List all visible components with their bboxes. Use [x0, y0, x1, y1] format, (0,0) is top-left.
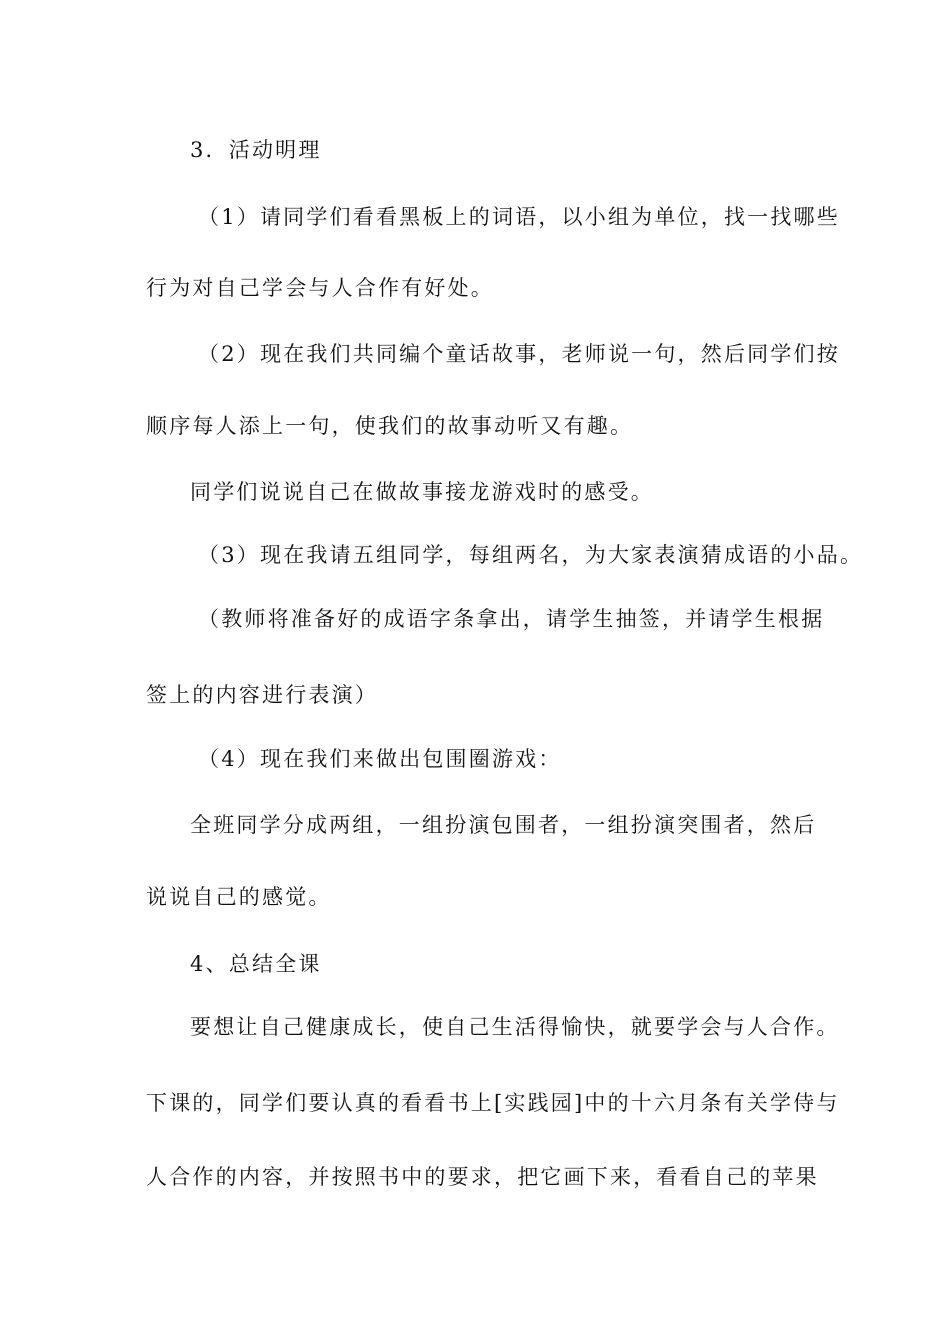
paragraph-line: （教师将准备好的成语字条拿出，请学生抽签，并请学生根据 — [198, 607, 825, 631]
paragraph-line: 要想让自己健康成长，使自己生活得愉快，就要学会与人合作。 — [190, 1015, 840, 1039]
paragraph-line: （3）现在我请五组同学，每组两名，为大家表演猜成语的小品。 — [198, 543, 864, 567]
paragraph-line: （2）现在我们共同编个童话故事，老师说一句，然后同学们按 — [198, 342, 840, 366]
paragraph-line: 签上的内容进行表演） — [146, 683, 378, 707]
paragraph-line: 人合作的内容，并按照书中的要求，把它画下来，看看自己的苹果 — [146, 1165, 819, 1189]
paragraph-line: （4）现在我们来做出包围圈游戏： — [198, 747, 562, 771]
paragraph-line: 行为对自己学会与人合作有好处。 — [146, 276, 494, 300]
paragraph-line: 同学们说说自己在做故事接龙游戏时的感受。 — [190, 480, 654, 504]
paragraph-line: 下课的，同学们要认真的看看书上[实践园]中的十六月条有关学侍与 — [146, 1091, 840, 1115]
paragraph-line: （1）请同学们看看黑板上的词语，以小组为单位，找一找哪些 — [198, 205, 840, 229]
paragraph-line: 顺序每人添上一句，使我们的故事动听又有趣。 — [146, 414, 634, 438]
section-heading-summary: 4、总结全课 — [190, 952, 322, 976]
section-heading-activity: 3．活动明理 — [190, 138, 322, 162]
paragraph-line: 全班同学分成两组，一组扮演包围者，一组扮演突围者，然后 — [190, 813, 817, 837]
paragraph-line: 说说自己的感觉。 — [146, 885, 332, 909]
